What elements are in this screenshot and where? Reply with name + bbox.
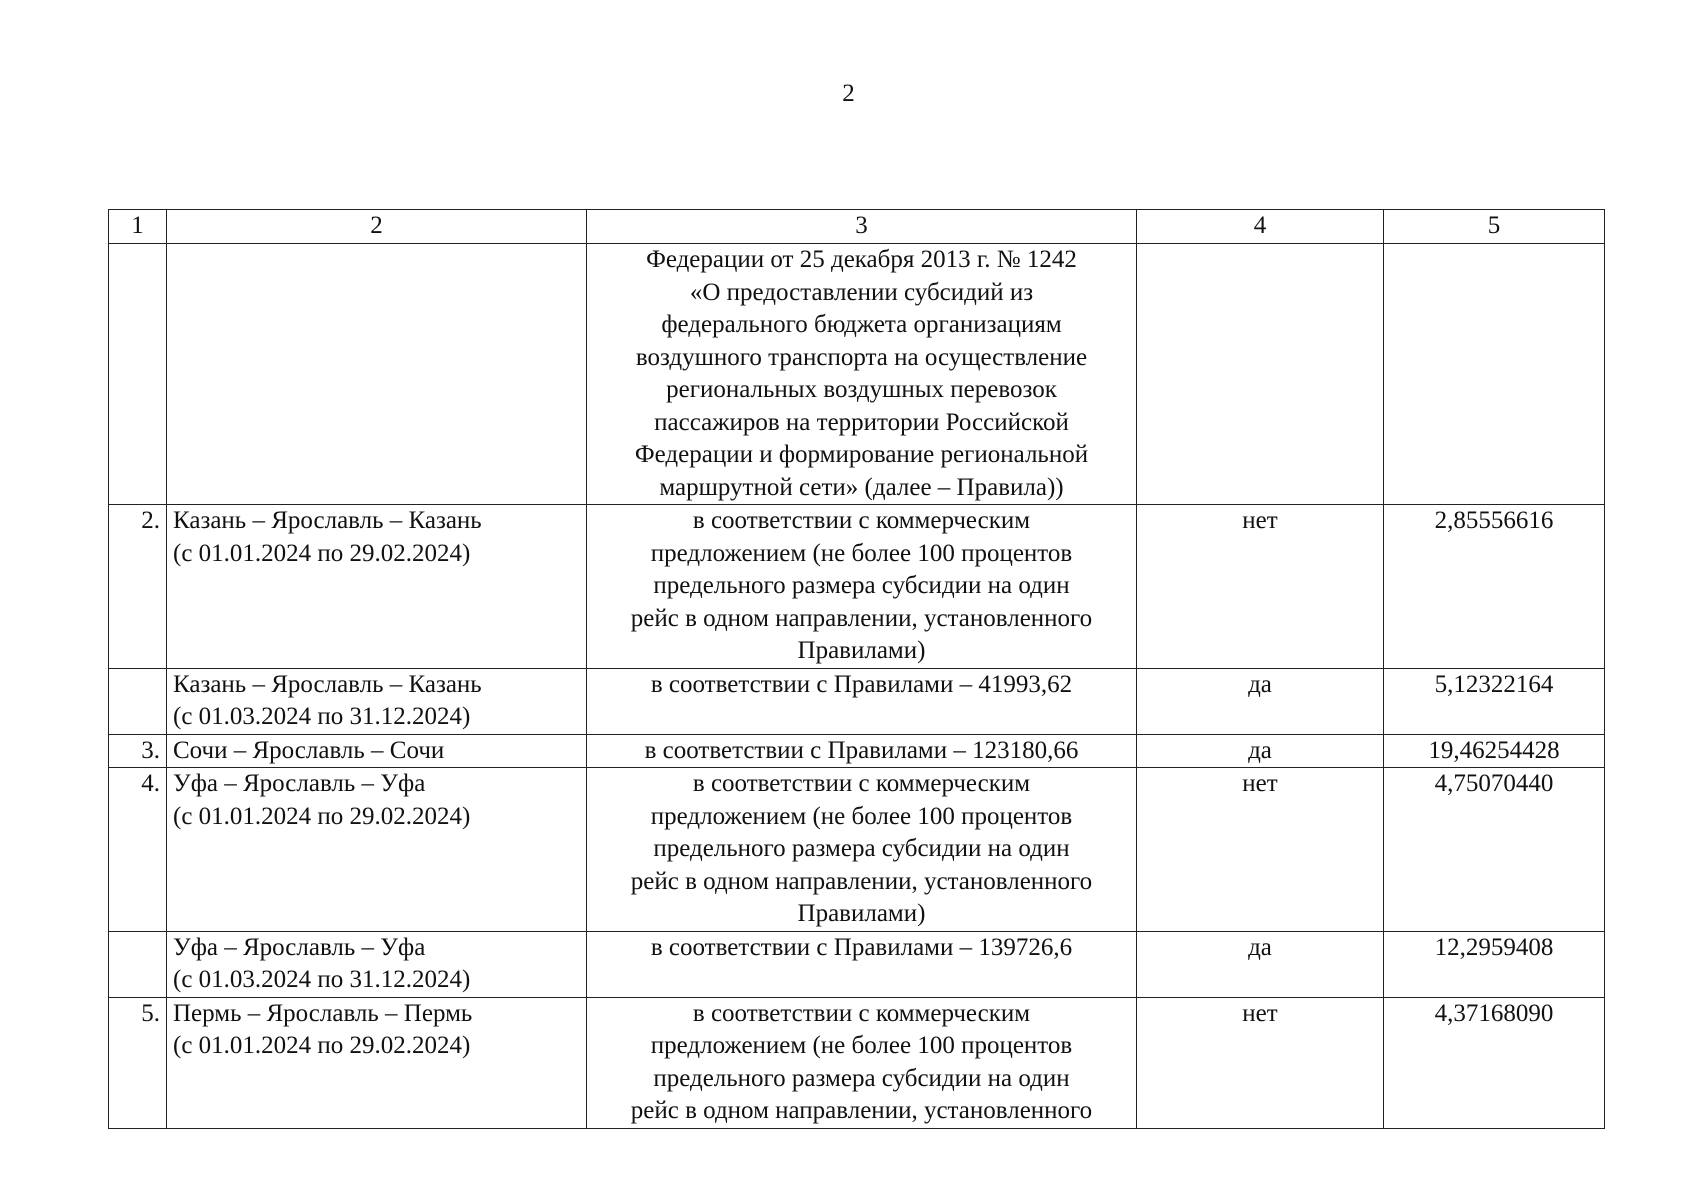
value-cell bbox=[1384, 244, 1605, 505]
table-header-row bbox=[109, 210, 1605, 244]
page-number: 2 bbox=[842, 80, 855, 107]
value-cell: 5,12322164 bbox=[1384, 668, 1605, 734]
value-cell: 12,2959408 bbox=[1384, 931, 1605, 997]
header-cell-1: 1 bbox=[109, 210, 167, 244]
flag-cell: нет bbox=[1137, 505, 1384, 669]
condition-line: федерального бюджета организациям bbox=[661, 311, 1062, 338]
flag-cell: нет bbox=[1137, 997, 1384, 1128]
condition-line: предельного размера субсидии на один bbox=[653, 1064, 1070, 1092]
row-number: 3. bbox=[109, 734, 167, 768]
condition-line: в соответствии с коммерческим bbox=[692, 999, 1031, 1027]
row-number-empty bbox=[109, 931, 167, 997]
routes-table bbox=[108, 209, 1605, 1129]
table-row bbox=[109, 505, 1605, 669]
condition-line: региональных воздушных перевозок bbox=[666, 376, 1057, 403]
route-cell bbox=[167, 244, 587, 505]
table-row bbox=[109, 768, 1605, 932]
condition-cell: в соответствии с Правилами – 123180,66 bbox=[587, 734, 1137, 768]
route-cell: Сочи – Ярославль – Сочи bbox=[167, 734, 587, 768]
value-cell: 19,46254428 bbox=[1384, 734, 1605, 768]
route-cell bbox=[167, 997, 587, 1128]
value-cell: 4,75070440 bbox=[1384, 768, 1605, 932]
route-name: Казань – Ярославль – Казань bbox=[173, 507, 482, 534]
condition-line: предложением (не более 100 процентов bbox=[650, 539, 1073, 567]
flag-cell: да bbox=[1137, 931, 1384, 997]
route-period: (с 01.03.2024 по 31.12.2024) bbox=[173, 703, 471, 730]
condition-cell-continuation bbox=[587, 244, 1137, 505]
condition-line: рейс в одном направлении, установленного bbox=[630, 1097, 1093, 1124]
condition-line: в соответствии с коммерческим bbox=[692, 770, 1031, 797]
condition-line: в соответствии с коммерческим bbox=[692, 507, 1031, 534]
route-period: (с 01.01.2024 по 29.02.2024) bbox=[173, 802, 471, 830]
table-row bbox=[109, 734, 1605, 768]
route-name: Казань – Ярославль – Казань bbox=[173, 670, 482, 698]
header-cell-3: 3 bbox=[587, 210, 1137, 244]
condition-cell bbox=[587, 768, 1137, 932]
route-name: Пермь – Ярославль – Пермь bbox=[173, 999, 473, 1027]
value-cell: 2,85556616 bbox=[1384, 505, 1605, 669]
condition-line: «О предоставлении субсидий из bbox=[689, 278, 1034, 306]
route-period: (с 01.03.2024 по 31.12.2024) bbox=[173, 966, 471, 993]
condition-line: предельного размера субсидии на один bbox=[653, 572, 1070, 599]
route-cell bbox=[167, 505, 587, 669]
condition-line: предложением (не более 100 процентов bbox=[650, 802, 1073, 830]
num-cell bbox=[109, 244, 167, 505]
flag-cell: нет bbox=[1137, 768, 1384, 932]
condition-line: Правилами) bbox=[797, 637, 926, 664]
header-cell-2: 2 bbox=[167, 210, 587, 244]
condition-cell: в соответствии с Правилами – 41993,62 bbox=[587, 668, 1137, 734]
table-row bbox=[109, 668, 1605, 734]
condition-line: маршрутной сети» (далее – Правила)) bbox=[659, 473, 1064, 501]
route-name: Уфа – Ярославль – Уфа bbox=[173, 933, 426, 961]
flag-cell: да bbox=[1137, 668, 1384, 734]
route-cell bbox=[167, 931, 587, 997]
route-period: (с 01.01.2024 по 29.02.2024) bbox=[173, 1032, 471, 1059]
condition-line: пассажиров на территории Российской bbox=[654, 408, 1069, 436]
condition-cell bbox=[587, 997, 1137, 1128]
flag-cell bbox=[1137, 244, 1384, 505]
flag-cell: да bbox=[1137, 734, 1384, 768]
row-number-empty bbox=[109, 668, 167, 734]
condition-cell: в соответствии с Правилами – 139726,6 bbox=[587, 931, 1137, 997]
condition-line: рейс в одном направлении, установленного bbox=[630, 867, 1093, 895]
condition-line: рейс в одном направлении, установленного bbox=[630, 604, 1093, 632]
condition-line: предложением (не более 100 процентов bbox=[650, 1032, 1073, 1059]
value-cell: 4,37168090 bbox=[1384, 997, 1605, 1128]
table-row bbox=[109, 997, 1605, 1128]
condition-line: Правилами) bbox=[797, 900, 926, 927]
route-cell bbox=[167, 668, 587, 734]
condition-cell bbox=[587, 505, 1137, 669]
route-cell bbox=[167, 768, 587, 932]
row-number: 2. bbox=[109, 505, 167, 669]
condition-line: Федерации и формирование региональной bbox=[634, 441, 1089, 468]
table-row bbox=[109, 931, 1605, 997]
condition-line: предельного размера субсидии на один bbox=[653, 835, 1070, 862]
condition-line: Федерации от 25 декабря 2013 г. № 1242 bbox=[646, 246, 1077, 273]
route-name: Уфа – Ярославль – Уфа bbox=[173, 770, 426, 797]
row-number: 5. bbox=[109, 997, 167, 1128]
header-cell-4: 4 bbox=[1137, 210, 1384, 244]
header-cell-5: 5 bbox=[1384, 210, 1605, 244]
row-number: 4. bbox=[109, 768, 167, 932]
route-period: (с 01.01.2024 по 29.02.2024) bbox=[173, 539, 471, 567]
table-row-continuation bbox=[109, 244, 1605, 505]
condition-line: воздушного транспорта на осуществление bbox=[635, 343, 1088, 371]
